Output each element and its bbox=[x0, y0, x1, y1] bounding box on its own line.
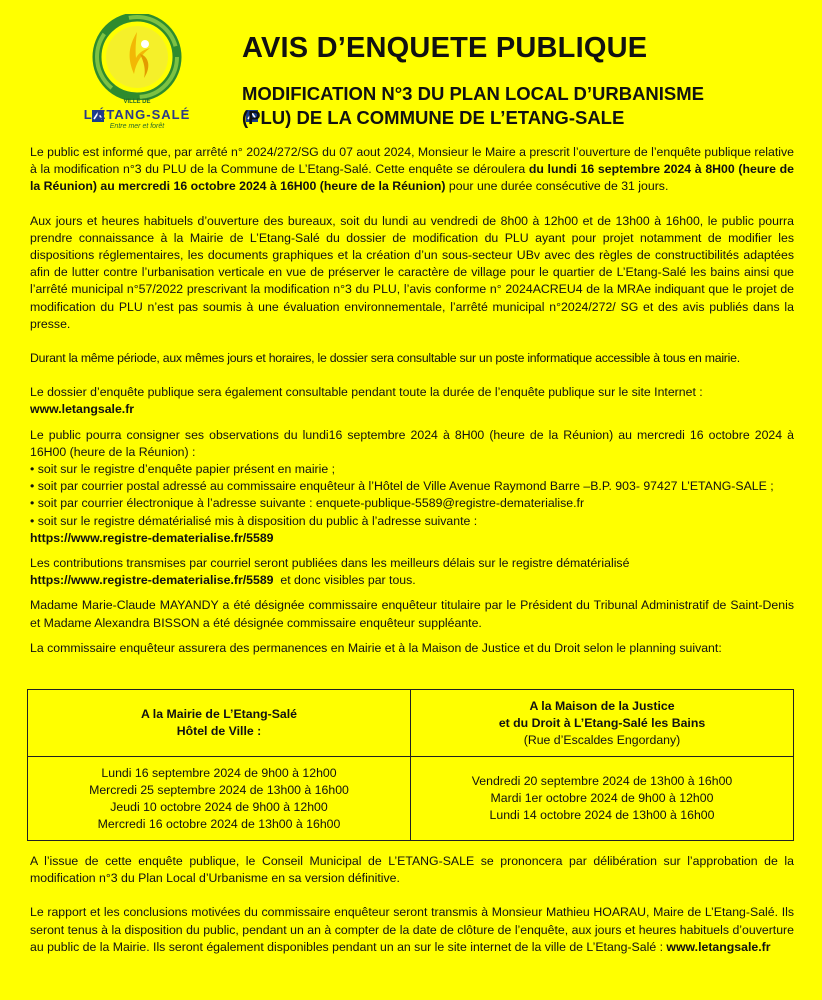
logo-emblem-icon bbox=[90, 14, 184, 100]
table-row: Lundi 14 octobre 2024 de 13h00 à 16h00 bbox=[489, 808, 715, 822]
justice-header-cell bbox=[411, 690, 794, 757]
registry-link[interactable]: https://www.registre-dematerialise.fr/5589 bbox=[30, 530, 274, 545]
observations-intro: Le public pourra consigner ses observations du lundi16 septembre 2024 à 8H00 (heure de la Réunion) au mercredi 16 octobre 2024 à 16H00 (heure de la Réunion) : bbox=[30, 427, 794, 459]
internet-text: Le dossier d’enquête publique sera également consultable pendant toute la durée de l’enquête publique sur le site Internet : bbox=[30, 385, 703, 400]
intro-dates: du lundi 16 septembre 2024 à 8H00 (heure de la Réunion) au mercredi 16 octobre 2024 à 16H00 (heure de la Réunion) bbox=[30, 162, 794, 194]
page-title: AVIS D’ENQUETE PUBLIQUE bbox=[242, 32, 648, 64]
mairie-subtitle: Hôtel de Ville : bbox=[176, 724, 262, 738]
intro-text: Le public est informé que, par arrêté n° 2024/272/SG du 07 aout 2024, Monsieur le Maire a prescrit l’ouverture de l’enquête publique relative à la modification n°3 du PLU de la Commune de L’Etang-Salé. Cette enquête se déroulera bbox=[30, 145, 794, 177]
notice-footer bbox=[30, 853, 794, 956]
justice-title: A la Maison de la Justice bbox=[529, 698, 675, 713]
table-row: Vendredi 20 septembre 2024 de 13h00 à 16h00 bbox=[471, 774, 733, 788]
intro-duration: pour une durée consécutive de 31 jours. bbox=[445, 179, 669, 194]
planning-table bbox=[27, 689, 794, 841]
town-logo bbox=[52, 14, 222, 132]
commissaires-paragraph: Madame Marie-Claude MAYANDY a été désignée commissaire enquêteur titulaire par le Président du Tribunal Administratif de Saint-Denis et Madame Alexandra BISSON a été désignée commissaire enquêteur suppléante. bbox=[30, 598, 794, 630]
bullet-paper: • soit sur le registre d’enquête papier présent en mairie ; bbox=[30, 462, 336, 477]
consultation-paragraph: Aux jours et heures habituels d’ouverture des bureaux, soit du lundi au vendredi de 8h00 à 12h00 et de 13h00 à 16h00, le public pourra prendre connaissance à la Mairie de L’Etang-Salé du dossier de modification du PLU ayant pour projet notamment de modifier les dispositions réglementaires, les documents graphiques et la création d’un sous-secteur UBv avec des règles de constructibilités adaptées afin de lutter contre l’urbanisation verticale en vue de préserver le caractère de village pour le quartier de L’Etang-Salé les bains ainsi que l’arrêté municipal n°57/2022 prescrivant la modification n°3 du PLU, l’avis conforme n° 2024ACREU4 de la MRAe indiquant que le projet de modification du PLU n’est pas soumis à une évaluation environnementale, l’arrêté municipal n°2024/272/ SG et des avis publiés dans la presse. bbox=[30, 213, 794, 331]
justice-subtitle: et du Droit à L’Etang-Salé les Bains bbox=[498, 715, 706, 730]
table-row: Jeudi 10 octobre 2024 de 9h00 à 12h00 bbox=[110, 799, 328, 814]
rapport-text: Le rapport et les conclusions motivées du commissaire enquêteur seront transmis à Monsieur Mathieu HOARAU, Maire de L’Etang-Salé. Ils seront tenus à la disposition du public, pendant un an à compter de la date de clôture de l’enquête, aux jours et heures habituels d’ouverture au public de la Mairie. Ils seront également disponibles pendant un an sur le site internet de la ville de L’Etang-Salé : bbox=[30, 905, 794, 954]
table-row: Mardi 1er octobre 2024 de 9h00 à 12h00 bbox=[490, 791, 714, 805]
table-row: Mercredi 25 septembre 2024 de 13h00 à 16h00 bbox=[89, 782, 349, 797]
rapport-paragraph bbox=[30, 904, 794, 956]
subtitle-line-1: MODIFICATION N°3 DU PLAN LOCAL D’URBANISME bbox=[242, 83, 705, 104]
permanences-intro: La commissaire enquêteur assurera des permanences en Mairie et à la Maison de Justice et du Droit selon le planning suivant: bbox=[30, 640, 722, 655]
contributions-paragraph bbox=[30, 555, 794, 589]
table-row: Lundi 16 septembre 2024 de 9h00 à 12h00 bbox=[101, 765, 337, 780]
logo-ville-de: VILLE DE bbox=[123, 99, 151, 105]
bullet-postal: • soit par courrier postal adressé au commissaire enquêteur à l’Hôtel de Ville Avenue Raymond Barre –B.P. 903- 97427 L’ETANG-SALE ; bbox=[30, 479, 774, 494]
logo-town-name: L'ÉTANG-SALÉ bbox=[83, 107, 191, 122]
contributions-text: Les contributions transmises par courriel seront publiées dans les meilleurs délais sur le registre dématérialisé bbox=[30, 556, 630, 571]
subtitle-line-2: (PLU) DE LA COMMUNE DE L’ETANG-SALE bbox=[242, 107, 625, 128]
internet-paragraph bbox=[30, 384, 794, 418]
justice-dates-cell bbox=[411, 757, 794, 841]
informatique-paragraph: Durant la même période, aux mêmes jours et horaires, le dossier sera consultable sur un poste informatique accessible à tous en mairie. bbox=[30, 351, 740, 366]
mairie-title: A la Mairie de L’Etang-Salé bbox=[140, 707, 298, 721]
contributions-link[interactable]: https://www.registre-dematerialise.fr/5589 bbox=[30, 573, 274, 588]
conseil-paragraph: A l’issue de cette enquête publique, le Conseil Municipal de L’ETANG-SALE se prononcera par délibération sur l’approbation de la modification n°3 du Plan Local d’Urbanisme en sa version définitive. bbox=[30, 854, 794, 886]
website-link[interactable]: www.letangsale.fr bbox=[30, 402, 135, 417]
table-row: Mercredi 16 octobre 2024 de 13h00 à 16h00 bbox=[97, 816, 341, 831]
footer-website-link[interactable]: www.letangsale.fr bbox=[666, 939, 771, 954]
bullet-email: • soit par courrier électronique à l’adresse suivante : enquete-publique-5589@registre-dematerialise.fr bbox=[30, 496, 585, 511]
bullet-dematerialise: • soit sur le registre dématérialisé mis à disposition du public à l’adresse suivante : bbox=[30, 513, 478, 528]
page-subtitle bbox=[242, 82, 802, 130]
logo-tagline: Entre mer et forêt bbox=[109, 123, 165, 130]
flag-icon-right bbox=[208, 110, 220, 122]
intro-paragraph bbox=[30, 144, 794, 196]
mairie-header-cell bbox=[28, 690, 411, 757]
notice-body bbox=[30, 144, 794, 657]
mairie-dates-cell bbox=[28, 757, 411, 841]
contributions-after: et donc visibles par tous. bbox=[273, 573, 416, 588]
justice-address: (Rue d’Escaldes Engordany) bbox=[523, 732, 681, 747]
